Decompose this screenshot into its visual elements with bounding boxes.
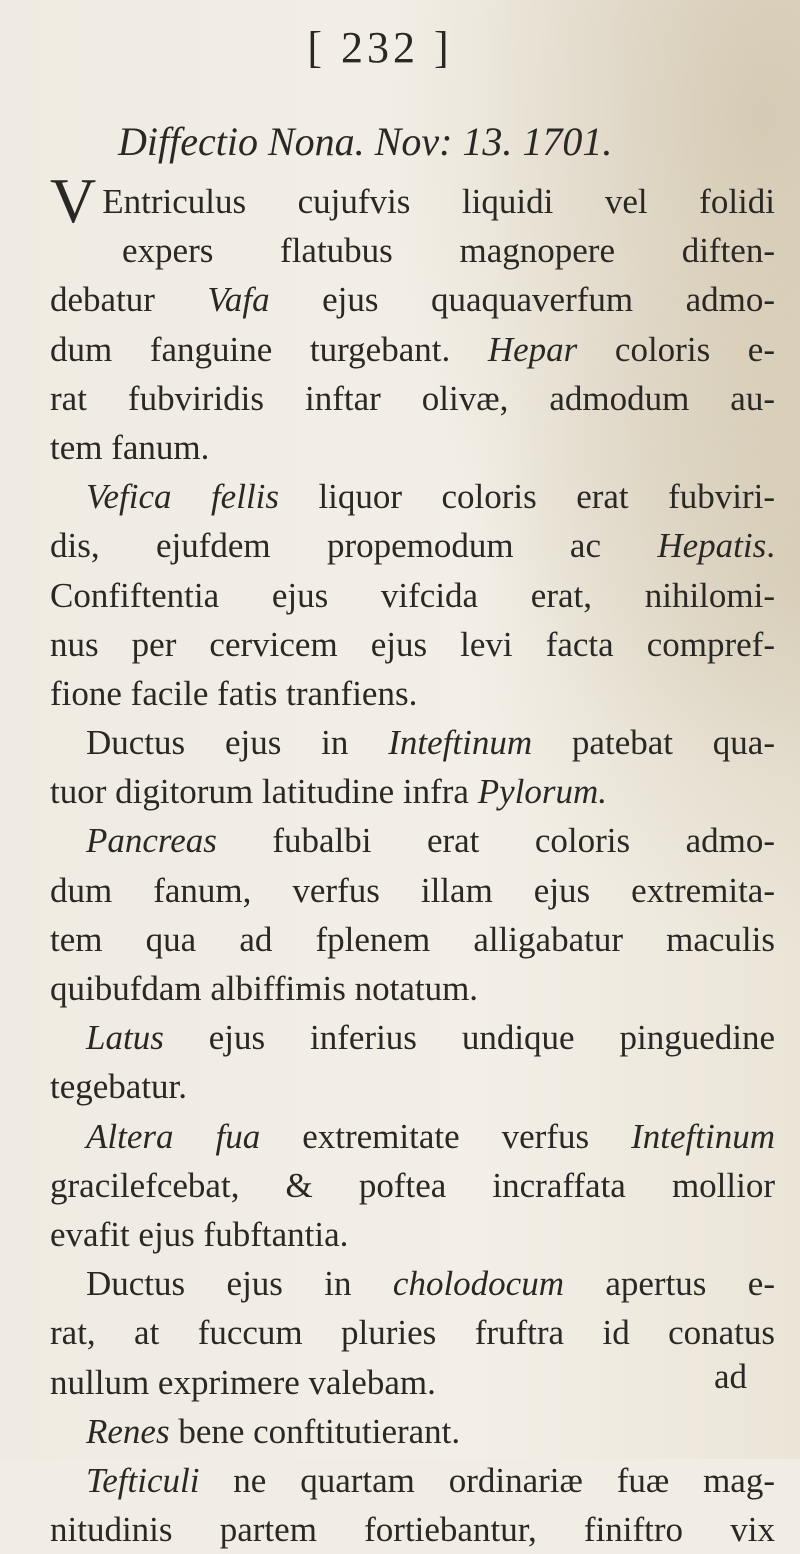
text-line (50, 767, 775, 816)
text-segment: tuor digitorum latitudine infra (50, 772, 478, 812)
text-segment: rat fubviridis inftar olivæ, admodum au- (50, 378, 775, 418)
text-segment: dis, ejufdem propemodum ac (50, 526, 658, 566)
page-number: [ 232 ] (307, 23, 453, 72)
text-segment: Inteftinum (631, 1116, 775, 1156)
text-segment: ejus quaquaverfum admo- (269, 280, 775, 320)
text-segment: gracilefcebat, & poftea incraffata mollior (50, 1165, 775, 1205)
text-line (50, 1308, 775, 1357)
text-line (50, 1112, 775, 1161)
text-line (50, 669, 775, 718)
text-line (50, 1358, 775, 1407)
text-segment: Confiftentia ejus vifcida erat, nihilomi- (50, 575, 775, 615)
text-line (50, 620, 775, 669)
text-line (50, 1210, 775, 1259)
text-segment: liquor coloris erat fubviri- (279, 477, 775, 517)
text-segment: Pylorum. (477, 772, 607, 812)
text-segment: Ductus ejus in (86, 1264, 393, 1304)
text-line (50, 1456, 775, 1505)
text-segment: tem qua ad fplenem alligabatur maculis (50, 919, 775, 959)
text-segment: Inteftinum (388, 723, 533, 763)
text-segment: patebat qua- (532, 723, 775, 763)
text-segment: dum fanguine turgebant. (50, 329, 488, 369)
text-segment: cholodocum (392, 1264, 564, 1304)
text-line (50, 866, 775, 915)
heading-title: Diffectio Nona. (118, 119, 365, 164)
text-segment: ne quartam ordinariæ fuæ mag- (199, 1460, 775, 1500)
text-line (50, 226, 775, 275)
text-segment: Renes (86, 1411, 170, 1451)
text-segment: Hepar (487, 329, 578, 369)
text-segment: rat, at fuccum pluries fruftra id conatus (50, 1313, 775, 1353)
text-line (50, 1407, 775, 1456)
text-segment: Tefticuli (86, 1460, 200, 1500)
body-text (50, 165, 776, 1554)
text-segment: fione facile fatis tranfiens. (50, 673, 418, 713)
text-line (50, 1062, 775, 1111)
text-line (50, 1259, 775, 1308)
text-segment: coloris e- (577, 329, 776, 369)
text-segment: fubalbi erat coloris admo- (216, 821, 775, 861)
text-segment: Latus (86, 1018, 164, 1058)
text-line (50, 325, 775, 374)
text-segment: dum fanum, verfus illam ejus extremita- (50, 870, 775, 910)
text-line (50, 521, 775, 570)
text-segment: bene conftitutierant. (169, 1411, 461, 1451)
text-segment: nullum exprimere valebam. (50, 1362, 436, 1402)
text-segment: nitudinis partem fortiebantur, finiftro vix (50, 1510, 775, 1550)
text-segment: Vafa (207, 280, 270, 320)
text-segment: apertus e- (563, 1264, 775, 1304)
text-segment: ejus inferius undique pinguedine (163, 1018, 775, 1058)
text-line (50, 571, 775, 620)
text-line (50, 1505, 775, 1554)
text-segment: expers flatubus magnopere diften- (122, 231, 775, 271)
text-line (50, 915, 775, 964)
text-segment: evafit ejus fubftantia. (50, 1214, 349, 1254)
text-line (50, 275, 775, 324)
text-line (50, 165, 775, 236)
text-line (50, 472, 775, 521)
text-segment: Entriculus cujufvis liquidi vel folidi (102, 182, 775, 221)
drop-cap: V (50, 165, 97, 236)
text-segment: debatur (50, 280, 208, 320)
section-heading (118, 118, 612, 165)
text-line (50, 816, 775, 865)
text-segment: quibufdam albiffimis notatum. (50, 969, 479, 1008)
text-segment: tegebatur. (50, 1067, 188, 1107)
text-line (50, 1161, 775, 1210)
text-line (50, 374, 775, 423)
text-line (50, 1013, 775, 1062)
text-segment: nus per cervicem ejus levi facta compref- (50, 624, 775, 664)
text-segment: . (766, 526, 775, 566)
text-line (50, 964, 775, 1013)
text-line (50, 718, 775, 767)
text-segment: tem fanum. (50, 427, 210, 467)
heading-date: Nov: 13. 1701. (374, 119, 613, 164)
text-segment: Hepatis (657, 526, 767, 566)
text-segment: Altera fua (86, 1116, 261, 1156)
text-segment: extremitate verfus (260, 1116, 632, 1156)
text-segment: Vefica fellis (86, 477, 280, 517)
text-segment: Pancreas (86, 821, 217, 861)
text-line (50, 423, 775, 472)
text-segment: Ductus ejus in (86, 723, 389, 763)
catchword: ad (714, 1357, 748, 1396)
